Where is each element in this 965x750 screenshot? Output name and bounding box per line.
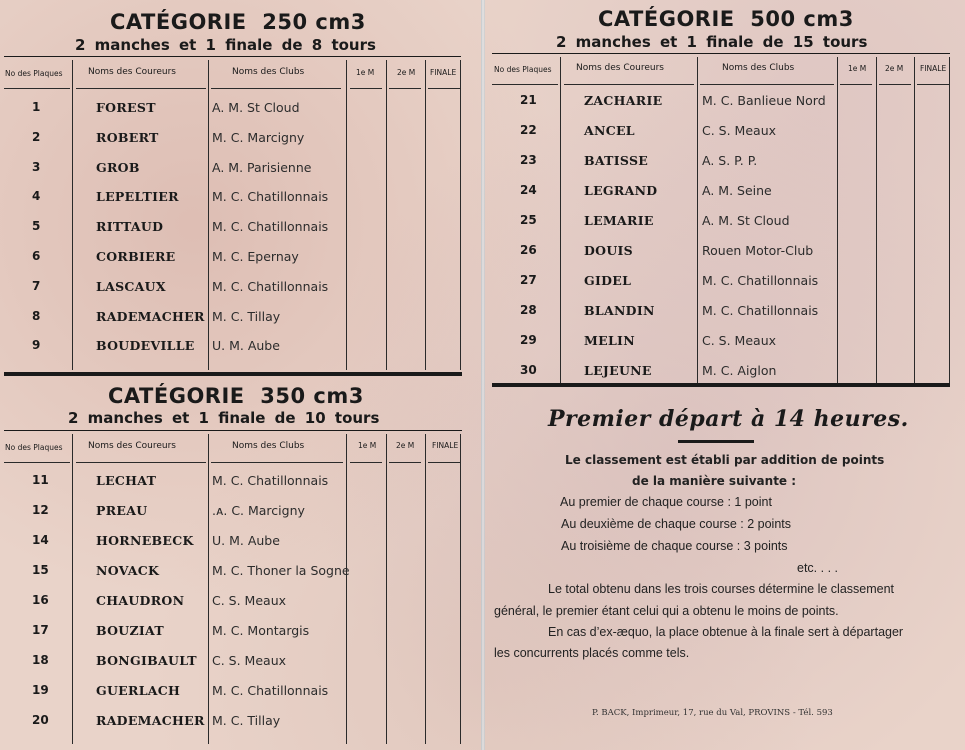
plate-number: 24 xyxy=(520,183,537,197)
rule xyxy=(76,462,206,463)
rider-name: CHAUDRON xyxy=(96,593,185,608)
ranking-paragraph-2a: En cas d’ex-æquo, la place obtenue à la finale sert à départager xyxy=(548,625,904,639)
category-250-subtitle: 2 manches et 1 finale de 8 tours xyxy=(75,36,376,54)
column-divider xyxy=(949,57,950,383)
club-name: M. C. Marcigny xyxy=(212,129,305,145)
column-divider xyxy=(876,57,877,383)
header-club: Noms des Clubs xyxy=(232,441,305,451)
ranking-paragraph-2b: les concurrents placés comme tels. xyxy=(494,646,690,660)
rider-name: ROBERT xyxy=(96,129,159,145)
club-name: C. S. Meaux xyxy=(212,653,287,668)
header-m1: 1e M xyxy=(356,68,375,77)
club-name: M. C. Chatillonnais xyxy=(212,189,329,205)
plate-number: 6 xyxy=(32,249,41,263)
rule xyxy=(428,88,460,89)
plate-number: 26 xyxy=(520,243,537,257)
club-name: C. S. Meaux xyxy=(702,123,777,138)
plate-number: 30 xyxy=(520,363,537,377)
plate-number: 7 xyxy=(32,278,41,293)
category-350-subtitle: 2 manches et 1 finale de 10 tours xyxy=(68,409,380,427)
plate-number: 23 xyxy=(520,153,537,167)
rule xyxy=(4,372,462,376)
rule xyxy=(4,88,70,89)
rule xyxy=(564,84,694,85)
club-name: M. C. Tillay xyxy=(212,308,281,324)
plate-number: 15 xyxy=(32,563,49,577)
plate-number: 4 xyxy=(32,189,41,204)
plate-number: 25 xyxy=(520,213,537,227)
header-club: Noms des Clubs xyxy=(232,67,305,77)
plate-number: 8 xyxy=(32,308,41,323)
rule xyxy=(211,88,341,89)
column-divider xyxy=(72,60,73,370)
printer-imprint: P. BACK, Imprimeur, 17, rue du Val, PROVINS - Tél. 593 xyxy=(592,708,833,718)
rider-name: BLANDIN xyxy=(584,303,655,318)
rider-name: BONGIBAULT xyxy=(96,653,197,668)
club-name: M. C. Tillay xyxy=(212,713,281,728)
rule xyxy=(350,88,382,89)
club-name: .ᴀ. C. Marcigny xyxy=(212,503,305,518)
plate-number: 12 xyxy=(32,503,49,517)
header-plaque: No des Plaques xyxy=(5,443,63,452)
header-plaque: No des Plaques xyxy=(494,65,552,74)
rule xyxy=(492,84,558,85)
rider-name: GIDEL xyxy=(584,273,632,288)
rule xyxy=(211,462,343,463)
column-divider xyxy=(208,60,209,370)
rule xyxy=(678,440,754,443)
column-divider xyxy=(560,57,561,383)
column-divider xyxy=(697,57,698,383)
points-third: Au troisième de chaque course : 3 points xyxy=(561,539,788,553)
rule xyxy=(4,462,70,463)
header-final: FINALE xyxy=(432,441,459,450)
plate-number: 2 xyxy=(32,129,41,144)
points-etc: etc. . . . xyxy=(797,561,838,575)
rider-name: ANCEL xyxy=(584,123,635,138)
rider-name: LASCAUX xyxy=(96,278,166,294)
club-name: M. C. Aiglon xyxy=(702,363,777,378)
plate-number: 1 xyxy=(32,100,41,114)
rider-name: LEGRAND xyxy=(584,183,658,198)
column-divider xyxy=(837,57,838,383)
plate-number: 20 xyxy=(32,713,49,727)
rule xyxy=(700,84,834,85)
plate-number: 21 xyxy=(520,93,537,107)
page-fold xyxy=(481,0,485,750)
header-m2: 2e M xyxy=(396,441,415,450)
category-250-title: CATÉGORIE 250 cm3 xyxy=(110,10,366,34)
club-name: C. S. Meaux xyxy=(702,333,777,348)
header-rider: Noms des Coureurs xyxy=(88,67,176,77)
plate-number: 5 xyxy=(32,219,41,234)
plate-number: 11 xyxy=(32,473,49,487)
ranking-paragraph-1b: général, le premier étant celui qui a obtenu le moins de points. xyxy=(494,604,839,618)
rider-name: BATISSE xyxy=(584,153,649,168)
column-divider xyxy=(346,60,347,370)
column-divider xyxy=(425,434,426,744)
column-divider xyxy=(208,434,209,744)
plate-number: 19 xyxy=(32,683,49,697)
plate-number: 18 xyxy=(32,653,49,667)
rider-name: DOUIS xyxy=(584,243,634,258)
club-name: U. M. Aube xyxy=(212,338,280,354)
rider-name: BOUZIAT xyxy=(96,623,164,638)
plate-number: 28 xyxy=(520,303,537,317)
rider-name: MELIN xyxy=(584,333,635,348)
header-m1: 1e M xyxy=(848,64,867,73)
club-name: M. C. Thoner la Sogne xyxy=(212,563,350,578)
plate-number: 27 xyxy=(520,273,537,287)
rule xyxy=(492,53,950,54)
category-500-title: CATÉGORIE 500 cm3 xyxy=(598,7,854,31)
points-second: Au deuxième de chaque course : 2 points xyxy=(561,517,792,531)
header-rider: Noms des Coureurs xyxy=(576,63,664,73)
rider-name: RITTAUD xyxy=(96,219,164,235)
header-final: FINALE xyxy=(430,68,457,77)
club-name: A. M. St Cloud xyxy=(212,100,300,115)
rule xyxy=(492,383,950,387)
club-name: M. C. Epernay xyxy=(212,249,299,264)
rider-name: LEPELTIER xyxy=(96,189,179,205)
rule xyxy=(76,88,206,89)
header-plaque: No des Plaques xyxy=(5,69,63,78)
club-name: A. S. P. P. xyxy=(702,153,758,168)
rider-name: NOVACK xyxy=(96,563,160,578)
ranking-rule-title-2: de la manière suivante : xyxy=(632,474,797,488)
header-rider: Noms des Coureurs xyxy=(88,441,176,451)
rider-name: LEJEUNE xyxy=(584,363,652,378)
ranking-paragraph-1a: Le total obtenu dans les trois courses détermine le classement xyxy=(548,582,895,596)
rider-name: LECHAT xyxy=(96,473,157,488)
plate-number: 9 xyxy=(32,338,41,353)
rider-name: CORBIERE xyxy=(96,249,176,264)
club-name: M. C. Chatillonnais xyxy=(212,219,329,235)
column-divider xyxy=(346,434,347,744)
club-name: Rouen Motor-Club xyxy=(702,243,814,258)
rider-name: BOUDEVILLE xyxy=(96,338,195,354)
column-divider xyxy=(460,60,461,370)
club-name: A. M. Parisienne xyxy=(212,159,312,175)
club-name: C. S. Meaux xyxy=(212,593,287,608)
club-name: M. C. Chatillonnais xyxy=(702,303,819,318)
rule xyxy=(917,84,949,85)
plate-number: 17 xyxy=(32,623,49,637)
rule xyxy=(389,88,421,89)
club-name: A. M. Seine xyxy=(702,183,772,198)
plate-number: 22 xyxy=(520,123,537,137)
start-time-heading: Premier départ à 14 heures. xyxy=(548,406,909,432)
club-name: M. C. Chatillonnais xyxy=(212,683,329,698)
header-m2: 2e M xyxy=(397,68,416,77)
rule xyxy=(389,462,421,463)
rule xyxy=(4,56,461,57)
rider-name: ZACHARIE xyxy=(584,93,663,108)
club-name: M. C. Chatillonnais xyxy=(212,278,329,294)
column-divider xyxy=(386,434,387,744)
column-divider xyxy=(914,57,915,383)
header-m2: 2e M xyxy=(885,64,904,73)
points-first: Au premier de chaque course : 1 point xyxy=(560,495,772,509)
rider-name: RADEMACHER xyxy=(96,308,205,324)
rule xyxy=(879,84,911,85)
category-350-title: CATÉGORIE 350 cm3 xyxy=(108,384,364,408)
rider-name: FOREST xyxy=(96,100,156,115)
category-500-subtitle: 2 manches et 1 finale de 15 tours xyxy=(556,33,868,51)
club-name: A. M. St Cloud xyxy=(702,213,790,228)
plate-number: 3 xyxy=(32,159,41,174)
column-divider xyxy=(72,434,73,744)
plate-number: 29 xyxy=(520,333,537,347)
rider-name: RADEMACHER xyxy=(96,713,205,728)
rider-name: GROB xyxy=(96,159,140,175)
club-name: M. C. Chatillonnais xyxy=(212,473,329,488)
header-m1: 1e M xyxy=(358,441,377,450)
column-divider xyxy=(425,60,426,370)
club-name: M. C. Banlieue Nord xyxy=(702,93,826,108)
rule xyxy=(350,462,382,463)
ranking-rule-title-1: Le classement est établi par addition de points xyxy=(565,453,885,467)
rule xyxy=(4,430,462,431)
club-name: M. C. Chatillonnais xyxy=(702,273,819,288)
club-name: M. C. Montargis xyxy=(212,623,310,638)
plate-number: 14 xyxy=(32,533,49,547)
column-divider xyxy=(460,434,461,744)
header-club: Noms des Clubs xyxy=(722,63,795,73)
header-final: FINALE xyxy=(920,64,947,73)
rule xyxy=(840,84,872,85)
plate-number: 16 xyxy=(32,593,49,607)
rider-name: HORNEBECK xyxy=(96,533,194,548)
club-name: U. M. Aube xyxy=(212,533,280,548)
column-divider xyxy=(386,60,387,370)
rider-name: LEMARIE xyxy=(584,213,654,228)
rule xyxy=(428,462,460,463)
rider-name: PREAU xyxy=(96,503,148,518)
rider-name: GUERLACH xyxy=(96,683,181,698)
